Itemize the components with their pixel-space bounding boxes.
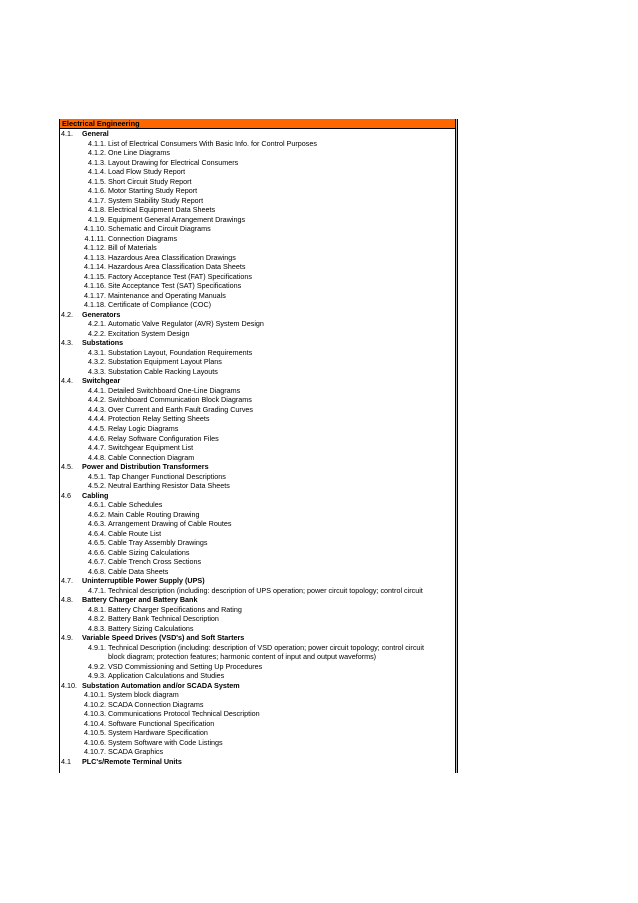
item-number: 4.10.5.: [84, 728, 106, 738]
item-number: 4.4.4.: [88, 414, 106, 424]
item-row: [60, 738, 455, 748]
item-number: 4.10.2.: [84, 699, 106, 709]
section-title: Power and Distribution Transformers: [82, 462, 209, 472]
item-row: [60, 281, 455, 291]
item-title: Factory Acceptance Test (FAT) Specifications: [108, 271, 252, 281]
item-title: Automatic Valve Regulator (AVR) System Design: [108, 319, 264, 329]
item-title: Substation Equipment Layout Plans: [108, 357, 222, 367]
item-row: [60, 405, 455, 415]
item-row: [60, 224, 455, 234]
section-number: 4.1.: [61, 129, 73, 138]
item-row: [60, 510, 455, 520]
item-number: 4.4.3.: [88, 404, 106, 414]
item-title: Main Cable Routing Drawing: [108, 509, 200, 519]
item-title: Communications Protocol Technical Description: [108, 709, 260, 719]
item-row: [60, 719, 455, 729]
item-row: [60, 709, 455, 719]
item-title: Certificate of Compliance (COC): [108, 300, 212, 310]
section-title: Uninterruptible Power Supply (UPS): [82, 576, 205, 586]
item-number: 4.4.6.: [88, 433, 106, 443]
section-title: Switchgear: [82, 376, 121, 386]
item-number: 4.7.1.: [88, 585, 106, 595]
item-number: 4.1.7.: [88, 195, 106, 205]
section-row: [60, 595, 455, 605]
section-title: Battery Charger and Battery Bank: [82, 595, 198, 605]
item-number: 4.10.6.: [84, 737, 106, 747]
item-title: System Stability Study Report: [108, 195, 204, 205]
section-title: Variable Speed Drives (VSD's) and Soft Starters: [82, 633, 245, 643]
item-row: [60, 538, 455, 548]
item-row: [60, 424, 455, 434]
item-number: 4.2.2.: [88, 328, 106, 338]
item-number: 4.1.2.: [88, 148, 106, 158]
item-row: [60, 586, 455, 596]
item-title: Application Calculations and Studies: [108, 671, 225, 681]
item-row: [60, 519, 455, 529]
item-title: Technical Description (including: description of VSD operation; power circuit topology; control circuit block diagram; protection features; harmonic content of input and output waveforms): [108, 642, 424, 662]
item-row: [60, 662, 455, 672]
item-row: [60, 700, 455, 710]
item-title: Electrical Equipment Data Sheets: [108, 205, 216, 215]
item-number: 4.4.5.: [88, 423, 106, 433]
item-row: [60, 434, 455, 444]
item-row: [60, 386, 455, 396]
item-row: [60, 139, 455, 149]
item-number: 4.1.12.: [84, 243, 106, 253]
item-title: Battery Bank Technical Description: [108, 614, 219, 624]
item-row: [60, 196, 455, 206]
item-title: Technical description (including: description of UPS operation; power circuit topology; control circuit: [108, 585, 423, 595]
item-title: Cable Sizing Calculations: [108, 547, 190, 557]
item-title: Hazardous Area Classification Drawings: [108, 252, 236, 262]
item-number: 4.1.3.: [88, 157, 106, 167]
item-number: 4.1.8.: [88, 205, 106, 215]
item-title: Substation Cable Racking Layouts: [108, 366, 218, 376]
item-row: [60, 395, 455, 405]
item-number: 4.6.2.: [88, 509, 106, 519]
item-row: [60, 262, 455, 272]
section-number: 4.5.: [61, 462, 73, 472]
item-number: 4.1.13.: [84, 252, 106, 262]
section-row: [60, 310, 455, 320]
item-title: System Software with Code Listings: [108, 737, 223, 747]
section-number: 4.3.: [61, 338, 73, 348]
item-number: 4.8.2.: [88, 614, 106, 624]
item-number: 4.6.8.: [88, 566, 106, 576]
item-row: [60, 167, 455, 177]
item-number: 4.6.3.: [88, 519, 106, 529]
item-number: 4.1.1.: [88, 138, 106, 148]
item-row: [60, 529, 455, 539]
item-number: 4.5.2.: [88, 481, 106, 491]
item-row: [60, 557, 455, 567]
item-row: [60, 481, 455, 491]
item-row: [60, 472, 455, 482]
item-number: 4.3.2.: [88, 357, 106, 367]
item-title: Cable Schedules: [108, 500, 163, 510]
item-number: 4.3.3.: [88, 366, 106, 376]
item-number: 4.6.1.: [88, 500, 106, 510]
item-number: 4.1.14.: [84, 262, 106, 272]
item-row: [60, 643, 455, 662]
item-title: Over Current and Earth Fault Grading Curves: [108, 404, 254, 414]
item-number: 4.4.8.: [88, 452, 106, 462]
item-title: Switchboard Communication Block Diagrams: [108, 395, 252, 405]
item-title: Cable Trench Cross Sections: [108, 557, 202, 567]
section-title: PLC's/Remote Terminal Units: [82, 757, 182, 766]
item-number: 4.4.2.: [88, 395, 106, 405]
section-number: 4.6: [61, 490, 71, 500]
section-number: 4.4.: [61, 376, 73, 386]
item-number: 4.1.15.: [84, 271, 106, 281]
item-number: 4.10.1.: [84, 690, 106, 700]
section-number: 4.7.: [61, 576, 73, 586]
item-title: Arrangement Drawing of Cable Routes: [108, 519, 232, 529]
item-number: 4.2.1.: [88, 319, 106, 329]
section-row: [60, 576, 455, 586]
item-title: VSD Commissioning and Setting Up Procedures: [108, 661, 263, 671]
item-number: 4.9.2.: [88, 661, 106, 671]
item-title: Software Functional Specification: [108, 718, 215, 728]
item-number: 4.8.1.: [88, 604, 106, 614]
item-title: Bill of Materials: [108, 243, 157, 253]
item-number: 4.1.18.: [84, 300, 106, 310]
item-title: Relay Software Configuration Files: [108, 433, 219, 443]
item-row: [60, 690, 455, 700]
item-row: [60, 443, 455, 453]
item-row: [60, 548, 455, 558]
item-row: [60, 243, 455, 253]
item-number: 4.1.11.: [84, 233, 106, 243]
item-number: 4.1.9.: [88, 214, 106, 224]
section-title: Substations: [82, 338, 124, 348]
item-row: [60, 319, 455, 329]
item-title: Protection Relay Setting Sheets: [108, 414, 210, 424]
item-title: Substation Layout, Foundation Requirements: [108, 347, 253, 357]
item-number: 4.1.6.: [88, 186, 106, 196]
item-row: [60, 329, 455, 339]
item-row: [60, 253, 455, 263]
item-row: [60, 605, 455, 615]
section-title: General: [82, 129, 109, 138]
section-row: [60, 129, 455, 139]
item-number: 4.10.7.: [84, 747, 106, 757]
item-row: [60, 747, 455, 757]
item-row: [60, 500, 455, 510]
section-number: 4.1: [61, 757, 71, 766]
item-row: [60, 158, 455, 168]
section-row: [60, 757, 455, 767]
item-title: Equipment General Arrangement Drawings: [108, 214, 246, 224]
item-title: Battery Sizing Calculations: [108, 623, 194, 633]
item-title: System Hardware Specification: [108, 728, 208, 738]
item-list: [60, 129, 455, 767]
section-header: Electrical Engineering: [60, 119, 455, 129]
item-title: Relay Logic Diagrams: [108, 423, 179, 433]
item-title: Detailed Switchboard One-Line Diagrams: [108, 385, 241, 395]
section-title: Generators: [82, 309, 121, 319]
section-title: Substation Automation and/or SCADA System: [82, 680, 240, 690]
document-table: [59, 119, 455, 773]
section-row: [60, 462, 455, 472]
item-row: [60, 614, 455, 624]
item-title: Tap Changer Functional Descriptions: [108, 471, 226, 481]
item-row: [60, 367, 455, 377]
item-title: One Line Diagrams: [108, 148, 170, 158]
item-title: Neutral Earthing Resistor Data Sheets: [108, 481, 230, 491]
item-number: 4.10.4.: [84, 718, 106, 728]
item-title: List of Electrical Consumers With Basic Info. for Control Purposes: [108, 138, 317, 148]
item-number: 4.5.1.: [88, 471, 106, 481]
item-title: Load Flow Study Report: [108, 167, 186, 177]
item-row: [60, 567, 455, 577]
item-number: 4.6.6.: [88, 547, 106, 557]
item-title: Excitation System Design: [108, 328, 190, 338]
item-row: [60, 300, 455, 310]
item-row: [60, 728, 455, 738]
section-title: Cabling: [82, 490, 109, 500]
item-title: Switchgear Equipment List: [108, 443, 194, 453]
item-title: System block diagram: [108, 690, 179, 700]
item-row: [60, 205, 455, 215]
item-number: 4.1.17.: [84, 290, 106, 300]
item-title: Cable Tray Assembly Drawings: [108, 538, 208, 548]
item-number: 4.3.1.: [88, 347, 106, 357]
item-title: Schematic and Circuit Diagrams: [108, 224, 211, 234]
item-row: [60, 177, 455, 187]
section-number: 4.10.: [61, 680, 77, 690]
item-row: [60, 148, 455, 158]
item-title: SCADA Connection Diagrams: [108, 699, 204, 709]
item-title: Connection Diagrams: [108, 233, 178, 243]
item-title: Battery Charger Specifications and Rating: [108, 604, 242, 614]
item-row: [60, 453, 455, 463]
item-row: [60, 186, 455, 196]
section-number: 4.2.: [61, 309, 73, 319]
item-number: 4.4.7.: [88, 443, 106, 453]
item-title: Motor Starting Study Report: [108, 186, 198, 196]
section-row: [60, 633, 455, 643]
section-row: [60, 338, 455, 348]
section-number: 4.8.: [61, 595, 73, 605]
section-row: [60, 681, 455, 691]
item-row: [60, 671, 455, 681]
item-title: Site Acceptance Test (SAT) Specifications: [108, 281, 242, 291]
item-number: 4.6.5.: [88, 538, 106, 548]
item-title: Hazardous Area Classification Data Sheets: [108, 262, 246, 272]
item-row: [60, 348, 455, 358]
item-number: 4.1.16.: [84, 281, 106, 291]
item-title: Short Circuit Study Report: [108, 176, 192, 186]
item-number: 4.9.3.: [88, 671, 106, 681]
item-title: Layout Drawing for Electrical Consumers: [108, 157, 239, 167]
item-title: Cable Connection Diagram: [108, 452, 195, 462]
item-title: Maintenance and Operating Manuals: [108, 290, 226, 300]
item-number: 4.8.3.: [88, 623, 106, 633]
item-row: [60, 624, 455, 634]
item-row: [60, 291, 455, 301]
item-number: 4.1.5.: [88, 176, 106, 186]
section-row: [60, 491, 455, 501]
item-title: Cable Route List: [108, 528, 162, 538]
item-row: [60, 234, 455, 244]
item-number: 4.1.10.: [84, 224, 106, 234]
item-number: 4.10.3.: [84, 709, 106, 719]
item-number: 4.6.4.: [88, 528, 106, 538]
section-row: [60, 376, 455, 386]
item-row: [60, 272, 455, 282]
item-row: [60, 357, 455, 367]
section-number: 4.9.: [61, 633, 73, 643]
item-row: [60, 414, 455, 424]
item-title: SCADA Graphics: [108, 747, 164, 757]
item-title: Cable Data Sheets: [108, 566, 169, 576]
item-number: 4.4.1.: [88, 385, 106, 395]
item-row: [60, 215, 455, 225]
item-number: 4.1.4.: [88, 167, 106, 177]
item-number: 4.6.7.: [88, 557, 106, 567]
item-number: 4.9.1.: [88, 642, 106, 652]
